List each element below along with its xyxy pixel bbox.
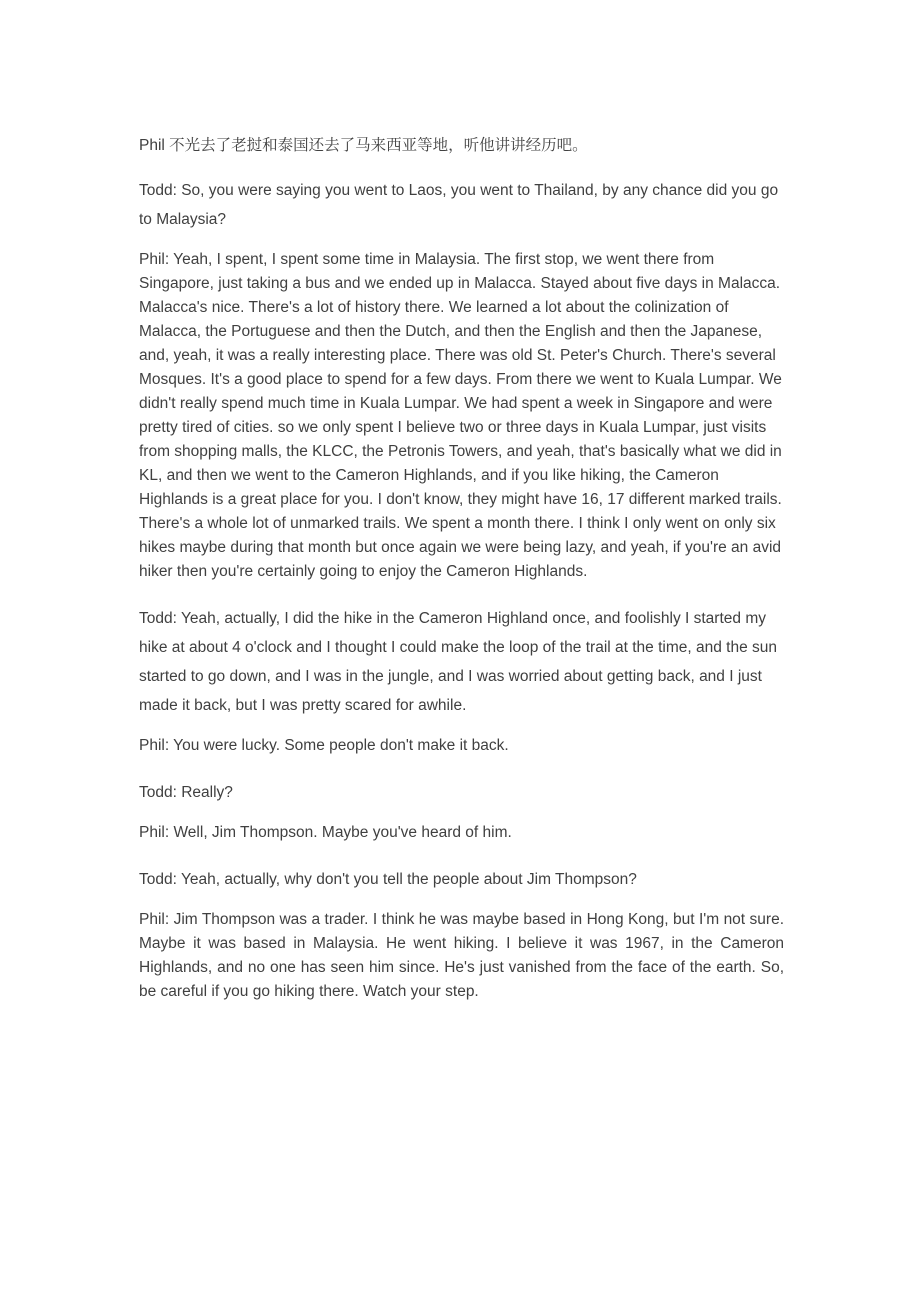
dialogue-paragraph-phil-2: Phil: You were lucky. Some people don't make it back. bbox=[139, 737, 509, 754]
dialogue-paragraph-todd-1: Todd: So, you were saying you went to Laos, you went to Thailand, by any chance did you go to Malaysia? bbox=[139, 182, 779, 228]
dialogue-paragraph-phil-3: Phil: Well, Jim Thompson. Maybe you've heard of him. bbox=[139, 824, 512, 841]
dialogue-paragraph-todd-2: Todd: Yeah, actually, I did the hike in the Cameron Highland once, and foolishly I started my hike at about 4 o'clock and I thought I could make the loop of the trail at the time, and the sun started to go down, and I was in the jungle, and I was worried about getting back, and I just made it back, but I was pretty scared for awhile. bbox=[139, 610, 778, 714]
dialogue-paragraph-phil-1: Phil: Yeah, I spent, I spent some time in Malaysia. The first stop, we went there from Singapore, just taking a bus and we ended up in Malacca. Stayed about five days in Malacca. Malacca's nice. There's a lot of history there. We learned a lot about the colinization of Malacca, the Portuguese and then the Dutch, and then the English and then the Japanese, and, yeah, it was a really interesting place. There was old St. Peter's Church. There's several Mosques. It's a good place to spend for a few days. From there we went to Kuala Lumpar. We didn't really spend much time in Kuala Lumpar. We had spent a week in Singapore and were pretty tired of cities. so we only spent I believe two or three days in Kuala Lumpar, just visits from shopping malls, the KLCC, the Petronis Towers, and yeah, that's basically what we did in KL, and then we went to the Cameron Highlands, and if you like hiking, the Cameron Highlands is a great place for you. I don't know, they might have 16, 17 different marked trails. There's a whole lot of unmarked trails. We spent a month there. I think I only went on only six hikes maybe during that month but once again we were being lazy, and yeah, if you're an avid hiker then you're certainly going to enjoy the Cameron Highlands. bbox=[139, 251, 782, 580]
dialogue-paragraph-todd-3: Todd: Really? bbox=[139, 784, 233, 801]
dialogue-paragraph-todd-4: Todd: Yeah, actually, why don't you tell the people about Jim Thompson? bbox=[139, 871, 637, 888]
dialogue-paragraph-phil-4: Phil: Jim Thompson was a trader. I think he was maybe based in Hong Kong, but I'm not sure. Maybe it was based in Malaysia. He went hiking. I believe it was 1967, in the Cameron Highlands, and no one has seen him since. He's just vanished from the face of the earth. So, be careful if you go hiking there. Watch your step. bbox=[139, 911, 784, 1000]
chinese-intro-line: Phil 不光去了老挝和泰国还去了马来西亚等地，听他讲讲经历吧。 bbox=[139, 137, 588, 154]
